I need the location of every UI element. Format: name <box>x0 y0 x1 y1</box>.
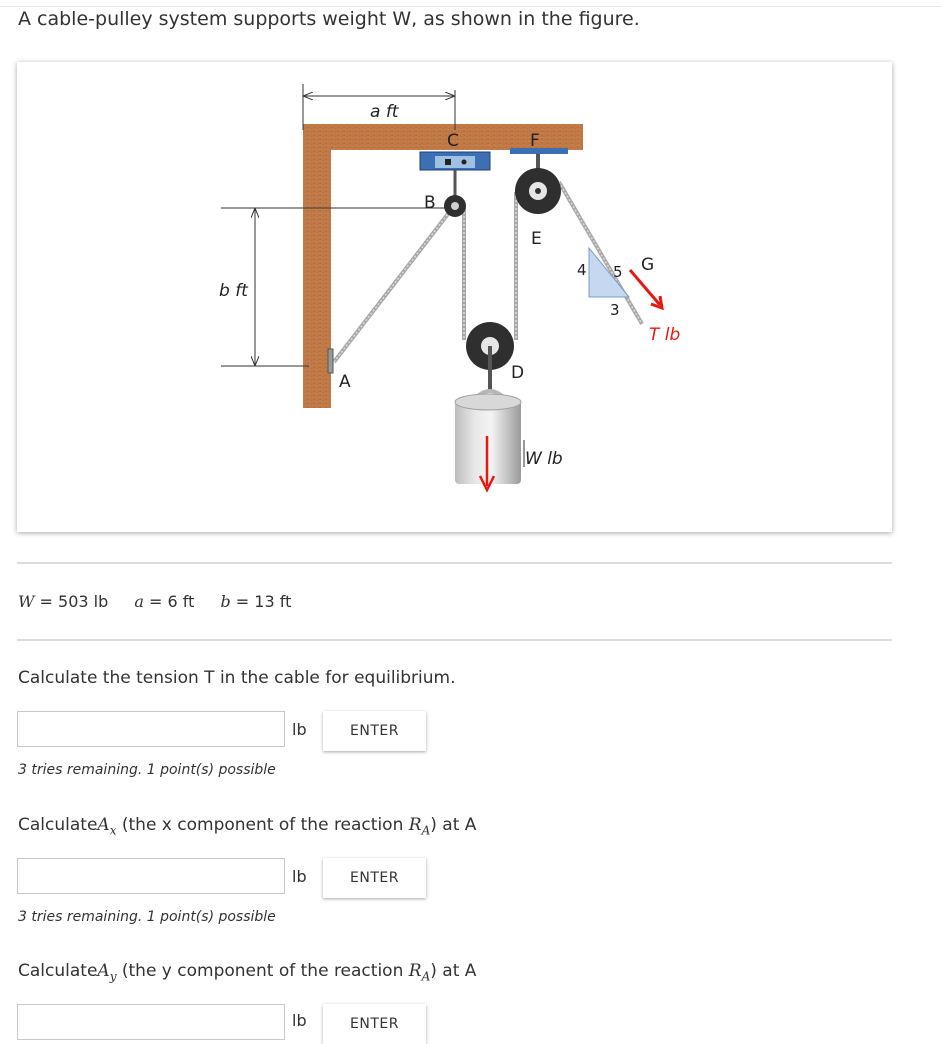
pulley-diagram <box>17 62 892 532</box>
slope-4-label: 4 <box>577 261 587 279</box>
point-g-label: G <box>641 255 655 275</box>
ay-unit: lb <box>292 1011 307 1030</box>
slope-5-label: 5 <box>613 263 623 281</box>
point-d-label: D <box>511 363 525 383</box>
b-value: = 13 ft <box>230 592 292 611</box>
divider <box>17 639 892 641</box>
ay-enter-button[interactable]: ENTER <box>323 1004 426 1044</box>
tension-answer-input[interactable] <box>17 711 285 747</box>
a-variable: a <box>134 592 144 611</box>
wall-vertical <box>303 124 331 408</box>
tension-unit: lb <box>292 720 307 739</box>
tension-arrow <box>630 270 660 305</box>
figure-panel <box>17 62 892 532</box>
slope-3-label: 3 <box>610 301 620 319</box>
a-value: = 6 ft <box>143 592 195 611</box>
b-variable: b <box>220 592 231 611</box>
question-ax: CalculateA$_x$ (the x component of the reaction $R_A$) at A <box>18 815 477 838</box>
weight-label: W lb <box>525 449 563 469</box>
question-ay: CalculateA$_y$ (the y component of the reaction $R_A$) at A <box>18 961 477 984</box>
divider <box>17 562 892 564</box>
anchor-a <box>328 349 333 373</box>
ax-answer-input[interactable] <box>17 858 285 894</box>
problem-title: A cable-pulley system supports weight W, as shown in the figure. <box>18 8 640 30</box>
ay-answer-input[interactable] <box>17 1004 285 1040</box>
given-values <box>18 592 312 611</box>
tension-tries-remaining: 3 tries remaining. 1 point(s) possible <box>18 762 276 778</box>
w-variable: W <box>18 592 35 611</box>
tension-label: T lb <box>649 325 681 345</box>
question-tension: Calculate the tension T in the cable for equilibrium. <box>18 668 456 688</box>
ax-enter-button[interactable]: ENTER <box>323 858 426 898</box>
w-value: = 503 lb <box>34 592 109 611</box>
point-c-label: C <box>447 131 459 151</box>
b-dimension-label: b ft <box>219 281 248 301</box>
top-divider <box>0 6 941 7</box>
point-f-label: F <box>530 131 540 151</box>
point-e-label: E <box>531 229 542 249</box>
tension-enter-button[interactable]: ENTER <box>323 711 426 751</box>
slope-triangle <box>589 248 629 297</box>
wall-ceiling <box>303 124 583 150</box>
ax-tries-remaining: 3 tries remaining. 1 point(s) possible <box>18 909 276 925</box>
point-a-label: A <box>339 372 351 392</box>
a-dimension-label: a ft <box>370 102 399 122</box>
point-b-label: B <box>424 193 436 213</box>
ax-unit: lb <box>292 867 307 886</box>
